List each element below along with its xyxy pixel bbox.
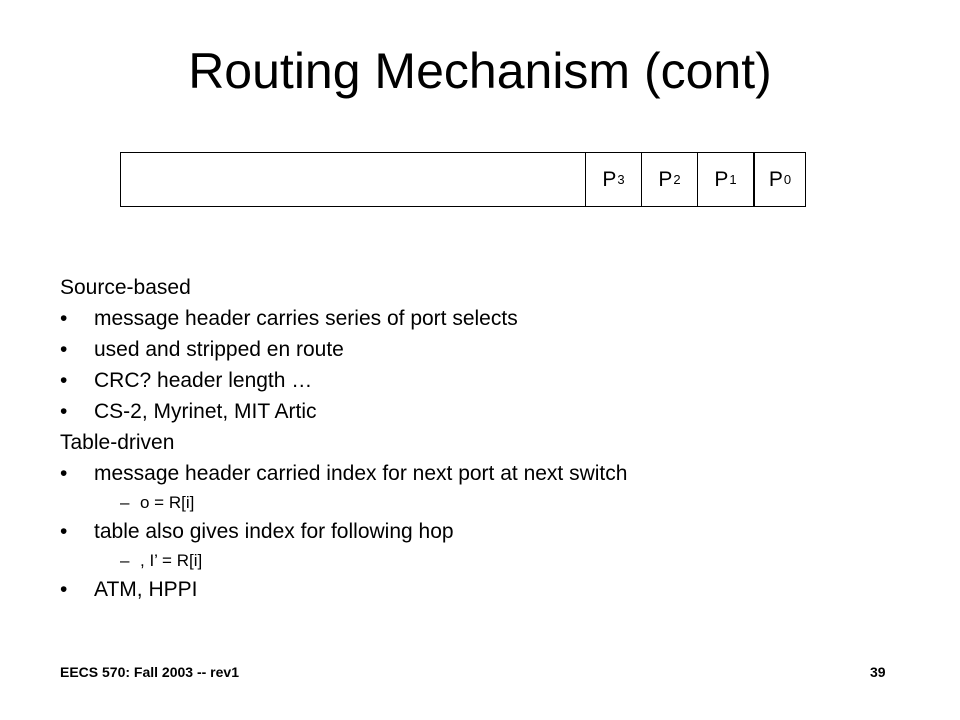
list-item-text: table also gives index for following hop [94, 520, 454, 543]
packet-header-diagram [120, 152, 806, 207]
table-driven-heading: Table-driven [60, 431, 175, 454]
sub-item-text: , I’ = R[i] [140, 551, 203, 570]
bullet-icon: • [60, 578, 68, 601]
bullet-icon: • [60, 369, 68, 392]
source-based-heading: Source-based [60, 276, 191, 299]
list-item [60, 516, 920, 547]
footer-course: EECS 570: Fall 2003 -- rev1 [60, 664, 239, 680]
port-subscript: 3 [617, 172, 625, 187]
list-item-text: ATM, HPPI [94, 578, 198, 601]
port-select-p3 [585, 153, 641, 206]
port-label: P [714, 167, 729, 191]
bullet-icon: • [60, 520, 68, 543]
port-label: P [602, 167, 617, 191]
bullet-icon: • [60, 400, 68, 423]
port-label: P [768, 167, 783, 191]
list-item [60, 396, 920, 427]
list-item-text: used and stripped en route [94, 338, 344, 361]
port-select-p1 [697, 153, 753, 206]
bullet-icon: • [60, 307, 68, 330]
port-subscript: 1 [729, 172, 737, 187]
list-item-text: message header carried index for next port at next switch [94, 462, 628, 485]
slide-title: Routing Mechanism (cont) [188, 43, 772, 99]
list-item [60, 458, 920, 489]
list-item [60, 303, 920, 334]
list-item-text: CRC? header length … [94, 369, 313, 392]
sub-item-text: o = R[i] [140, 493, 195, 512]
port-select-p0 [753, 153, 805, 206]
page-number: 39 [870, 664, 886, 680]
port-subscript: 0 [783, 172, 792, 187]
bullet-icon: • [60, 338, 68, 361]
list-item [60, 334, 920, 365]
list-item-text: CS-2, Myrinet, MIT Artic [94, 400, 317, 423]
bullet-icon: • [60, 462, 68, 485]
list-item-text: message header carries series of port selects [94, 307, 518, 330]
port-select-p2 [641, 153, 697, 206]
dash-icon: – [120, 493, 130, 512]
slide-body [60, 272, 920, 605]
sub-item [60, 547, 920, 574]
sub-item [60, 489, 920, 516]
dash-icon: – [120, 551, 130, 570]
list-item [60, 365, 920, 396]
port-subscript: 2 [673, 172, 681, 187]
port-label: P [658, 167, 673, 191]
list-item [60, 574, 920, 605]
